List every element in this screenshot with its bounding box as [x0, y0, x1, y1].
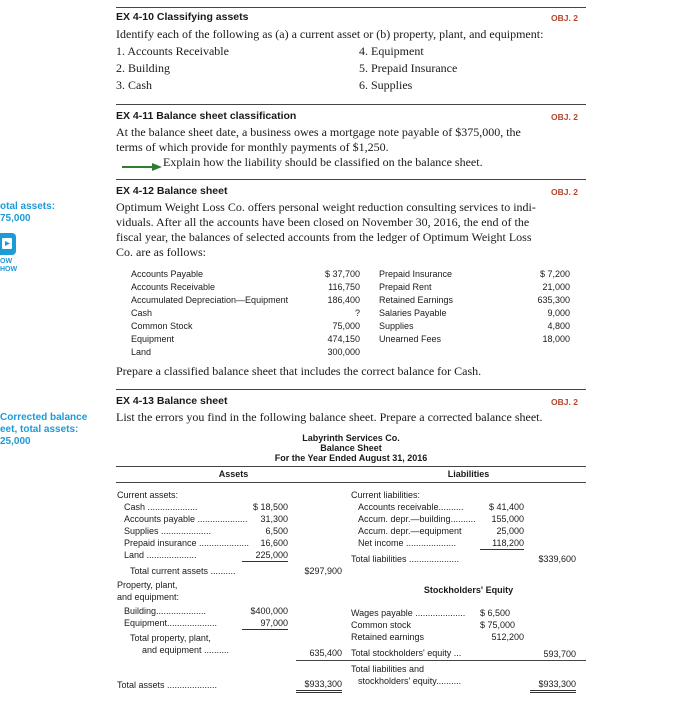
margin-note-line: otal assets: [0, 201, 56, 212]
account-value: 21,000 [542, 282, 570, 292]
ppe-name: Building [124, 606, 157, 616]
ex412-text: Optimum Weight Loss Co. offers personal weight reduction consulting services to indi- [116, 200, 536, 214]
section-rule [116, 104, 586, 105]
current-asset-values [242, 501, 288, 562]
total-liab-label: Total liabilities [351, 554, 407, 564]
table-row: Net income .................... [358, 538, 457, 548]
statement-name: Balance Sheet [320, 443, 382, 453]
asset-name: Cash [124, 502, 146, 512]
total-liab-value: $339,600 [538, 554, 576, 564]
assets-header: Assets [218, 469, 249, 479]
account-value: 4,800 [547, 321, 570, 331]
ppe-names [124, 605, 240, 629]
total-se-row: Total stockholders' equity ... [351, 648, 462, 658]
account-name: Accounts Receivable [131, 282, 216, 292]
liab-value: 25,000 [496, 526, 524, 536]
se-value: $ 75,000 [480, 620, 516, 630]
total-le-value: $933,300 [530, 678, 576, 693]
account-name: Prepaid Insurance [379, 269, 453, 279]
margin-note-line: 75,000 [0, 213, 31, 224]
table-row: Accounts receivable.......... [358, 502, 464, 512]
total-le-line: stockholders' equity [358, 676, 437, 686]
total-le-label [351, 663, 480, 687]
account-name: Salaries Payable [379, 308, 447, 318]
ex410-item: 6. Supplies [359, 78, 413, 92]
ex410-item: 5. Prepaid Insurance [359, 61, 458, 75]
ex411-text: terms of which provide for monthly payments of $1,250. [116, 140, 389, 154]
asset-value: $ 18,500 [252, 502, 288, 512]
asset-value: 225,000 [242, 549, 288, 562]
account-value: 9,000 [547, 308, 570, 318]
margin-note-line: Corrected balance [0, 412, 88, 423]
ex410-obj: OBJ. 2 [551, 13, 578, 23]
table-row: Supplies .................... [124, 526, 212, 536]
account-name: Cash [131, 308, 153, 318]
ppe-name: Equipment [124, 618, 168, 628]
asset-value: 6,500 [265, 526, 288, 536]
margin-note-line: OW [0, 258, 13, 265]
table-row: Accum. depr.—building.......... [358, 514, 476, 524]
asset-name: Land [124, 550, 145, 560]
balance-sheet-heading [116, 433, 586, 463]
account-name: Accumulated Depreciation—Equipment [131, 295, 289, 305]
table-row: Cash .................... [124, 502, 198, 512]
ppe-label-line: and equipment: [117, 592, 180, 602]
ex412-left-names [131, 268, 311, 359]
liab-name: Net income [358, 538, 404, 548]
total-ppe-line: Total property, plant, [130, 633, 211, 643]
account-name: Equipment [131, 334, 175, 344]
account-name: Common Stock [131, 321, 193, 331]
se-name: Retained earnings [351, 632, 425, 642]
total-ppe-line: and equipment [142, 645, 202, 655]
liab-name: Accum. depr.—building [358, 514, 451, 524]
account-value: ? [354, 308, 360, 318]
ppe-label-line: Property, plant, [117, 580, 178, 590]
asset-name: Prepaid insurance [124, 538, 197, 548]
table-row: Accounts payable .................... [124, 514, 248, 524]
total-se-value: 593,700 [543, 649, 576, 659]
margin-note-show-me-how [0, 258, 17, 274]
ex410-item: 4. Equipment [359, 44, 424, 58]
table-row: Prepaid insurance .................... [124, 538, 250, 548]
liab-name: Accounts receivable [358, 502, 439, 512]
divider [116, 466, 586, 467]
ex412-instruction: Prepare a classified balance sheet that includes the correct balance for Cash. [116, 364, 482, 378]
ppe-value: $400,000 [250, 606, 288, 616]
table-row: Building.................... [124, 606, 207, 616]
ex413-title: EX 4-13 Balance sheet [116, 395, 228, 407]
total-current-label: Total current assets [130, 566, 209, 576]
margin-note-line: eet, total assets: [0, 424, 79, 435]
se-names [351, 607, 480, 643]
current-asset-names [124, 501, 250, 561]
account-value: 116,750 [328, 282, 360, 292]
se-values [480, 607, 524, 643]
arrow-icon [122, 158, 162, 176]
account-name: Supplies [379, 321, 414, 331]
current-assets-label: Current assets: [117, 490, 179, 500]
ex413-obj: OBJ. 2 [551, 397, 578, 407]
table-row: Equipment.................... [124, 618, 218, 628]
ppe-values [242, 605, 288, 630]
ex411-obj: OBJ. 2 [551, 112, 578, 122]
total-assets-label: Total assets [117, 680, 165, 690]
ex410-item: 2. Building [116, 61, 171, 75]
se-header: Stockholders' Equity [423, 585, 514, 595]
section-rule [116, 179, 586, 180]
statement-period: For the Year Ended August 31, 2016 [274, 453, 428, 463]
margin-note-corrected [0, 412, 87, 448]
ex410-item: 1. Accounts Receivable [116, 44, 229, 58]
ex410-title: EX 4-10 Classifying assets [116, 11, 249, 23]
liab-value: 155,000 [491, 514, 524, 524]
ex412-obj: OBJ. 2 [551, 187, 578, 197]
se-name: Common stock [351, 620, 412, 630]
divider [116, 482, 586, 483]
se-value: $ 6,500 [480, 608, 511, 618]
total-assets-row: Total assets .................... [117, 680, 218, 690]
account-value: 474,150 [327, 334, 360, 344]
liab-value: 118,200 [480, 537, 524, 550]
ex412-title: EX 4-12 Balance sheet [116, 185, 228, 197]
divider [296, 660, 586, 661]
liab-name: Accum. depr.—equipment [358, 526, 462, 536]
account-value: 186,400 [327, 295, 360, 305]
account-value: $ 37,700 [324, 269, 360, 279]
current-liab-label: Current liabilities: [351, 490, 421, 500]
ppe-value: 97,000 [242, 617, 288, 630]
ex413-text: List the errors you find in the following balance sheet. Prepare a corrected balance sheet. [116, 410, 543, 424]
liab-value: $ 41,400 [488, 502, 524, 512]
table-row: Land .................... [124, 550, 197, 560]
total-liab-row: Total liabilities .................... [351, 554, 460, 564]
total-current-assets-row: Total current assets .......... [130, 566, 236, 576]
account-name: Land [131, 347, 152, 357]
ex410-intro: Identify each of the following as (a) a current asset or (b) property, plant, and equipment: [116, 27, 544, 41]
ex412-right-values [520, 268, 570, 346]
total-ppe-value: 635,400 [309, 648, 342, 658]
account-value: 300,000 [327, 347, 360, 357]
asset-value: 31,300 [260, 514, 288, 524]
current-liab-names [358, 501, 480, 549]
total-assets-value: $933,300 [296, 678, 342, 693]
asset-name: Accounts payable [124, 514, 196, 524]
ex412-text: fiscal year, the balances of selected accounts from the ledger of Optimum Weight Loss [116, 230, 532, 244]
margin-note-total-assets [0, 201, 55, 225]
margin-note-line: 25,000 [0, 436, 31, 447]
ex412-right-names [379, 268, 499, 346]
company-name: Labyrinth Services Co. [302, 433, 400, 443]
account-name: Unearned Fees [379, 334, 442, 344]
ex411-text: Explain how the liability should be classified on the balance sheet. [163, 155, 483, 169]
show-me-how-icon[interactable] [0, 233, 16, 255]
current-liab-values [480, 501, 524, 550]
ex411-title: EX 4-11 Balance sheet classification [116, 110, 297, 122]
table-row [351, 631, 480, 643]
table-row [351, 619, 480, 631]
ex412-left-values [304, 268, 360, 359]
account-value: 18,000 [542, 334, 570, 344]
ex411-text: At the balance sheet date, a business owes a mortgage note payable of $375,000, the [116, 125, 521, 139]
account-value: $ 7,200 [539, 269, 570, 279]
total-ppe-line-row: and equipment .......... [142, 645, 230, 655]
account-value: 635,300 [537, 295, 570, 305]
account-value: 75,000 [332, 321, 360, 331]
table-row: Wages payable .................... [351, 608, 466, 618]
ex412-text: viduals. After all the accounts have been closed on November 30, 2016, the end of the [116, 215, 530, 229]
liabilities-header: Liabilities [447, 469, 490, 479]
asset-name: Supplies [124, 526, 159, 536]
total-le-line: Total liabilities and [351, 664, 425, 674]
asset-value: 16,600 [260, 538, 288, 548]
account-name: Prepaid Rent [379, 282, 432, 292]
table-row [358, 525, 480, 537]
se-value: 512,200 [491, 632, 524, 642]
section-rule [116, 7, 586, 8]
account-name: Retained Earnings [379, 295, 454, 305]
ppe-label [117, 579, 179, 603]
margin-note-line: HOW [0, 266, 18, 273]
account-name: Accounts Payable [131, 269, 204, 279]
total-se-label: Total stockholders' equity [351, 648, 452, 658]
ex412-text: Co. are as follows: [116, 245, 206, 259]
section-rule [116, 389, 586, 390]
ex410-item: 3. Cash [116, 78, 152, 92]
total-ppe-label [130, 632, 234, 656]
total-le-line-row: stockholders' equity.......... [358, 676, 462, 686]
se-name: Wages payable [351, 608, 413, 618]
total-current-assets-value: $297,900 [304, 566, 342, 576]
